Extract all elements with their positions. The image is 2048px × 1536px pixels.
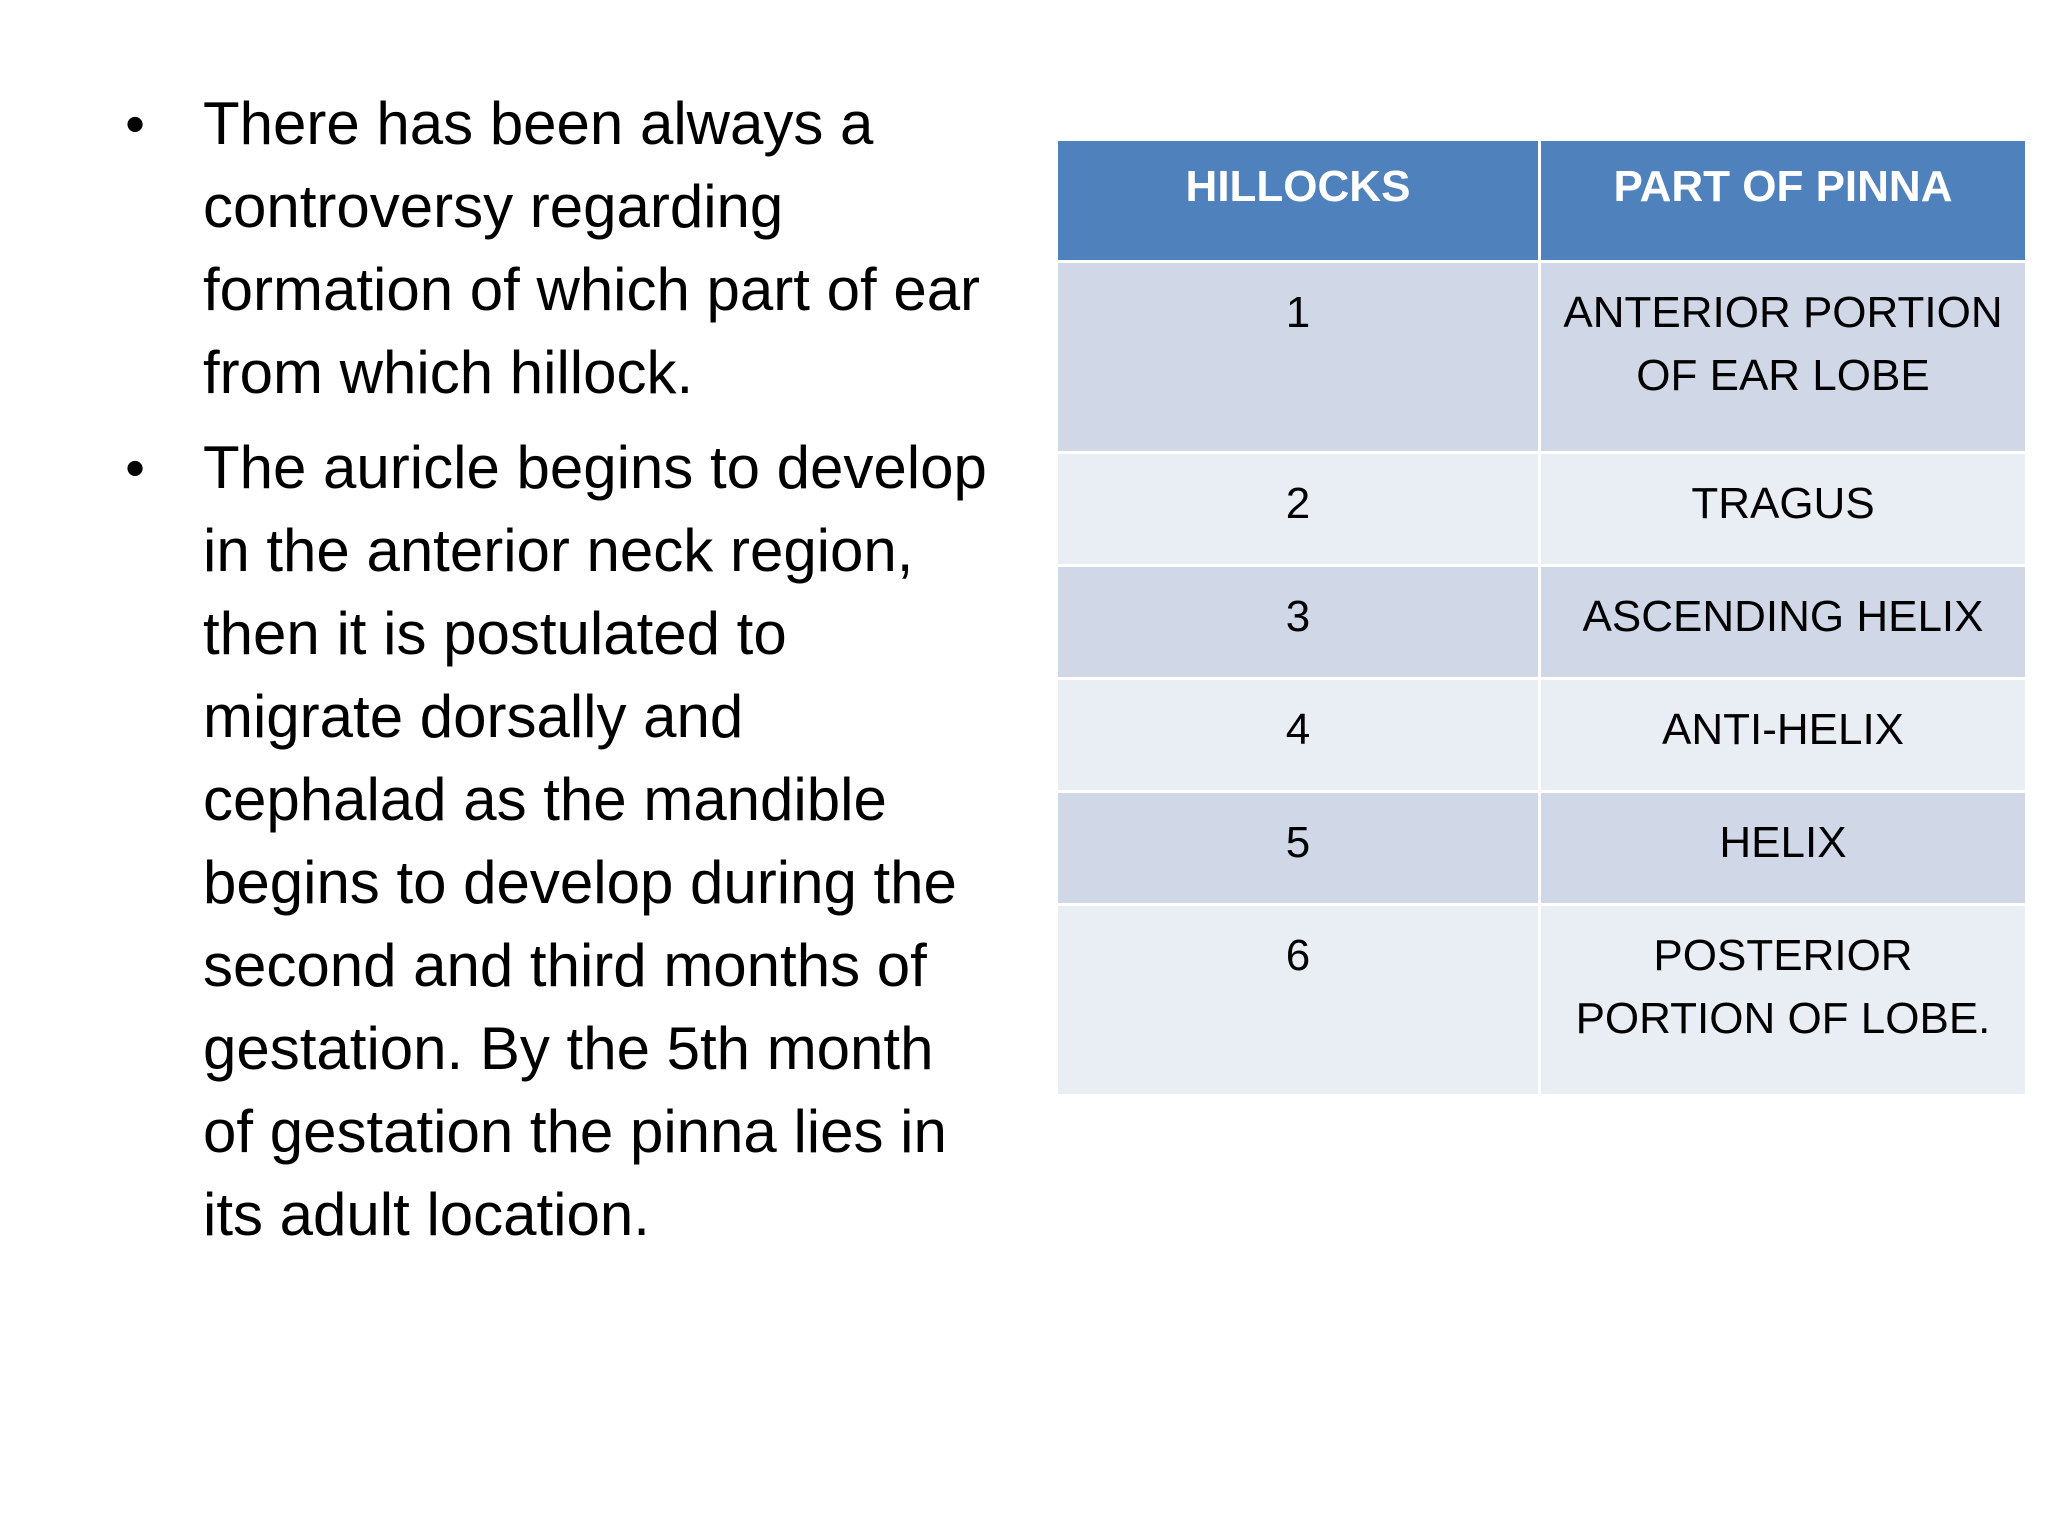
hillock-cell: 6 — [1057, 905, 1540, 1096]
table-row — [1057, 905, 2027, 1096]
part-cell: TRAGUS — [1540, 453, 2027, 566]
table-row — [1057, 679, 2027, 792]
bullet-item — [120, 426, 1000, 1256]
bullet-marker: • — [125, 92, 145, 155]
table-row — [1057, 453, 2027, 566]
hillock-cell: 4 — [1057, 679, 1540, 792]
hillocks-table-container — [1055, 138, 2025, 1097]
table-row — [1057, 566, 2027, 679]
table-row — [1057, 262, 2027, 453]
hillock-cell: 3 — [1057, 566, 1540, 679]
bullet-text: There has been always a controversy regarding formation of which part of ear from which hillock. — [203, 90, 981, 406]
hillock-cell: 1 — [1057, 262, 1540, 453]
bullet-marker: • — [125, 436, 145, 499]
hillock-cell: 5 — [1057, 792, 1540, 905]
hillocks-table — [1055, 138, 2028, 1097]
bullet-list — [120, 82, 1000, 1268]
table-header-row — [1057, 140, 2027, 262]
part-cell: POSTERIOR PORTION OF LOBE. — [1540, 905, 2027, 1096]
table-row — [1057, 792, 2027, 905]
header-part-of-pinna: PART OF PINNA — [1540, 140, 2027, 262]
part-cell: ANTI-HELIX — [1540, 679, 2027, 792]
header-hillocks: HILLOCKS — [1057, 140, 1540, 262]
part-cell: ASCENDING HELIX — [1540, 566, 2027, 679]
part-cell: ANTERIOR PORTION OF EAR LOBE — [1540, 262, 2027, 453]
bullet-item — [120, 82, 1000, 414]
hillock-cell: 2 — [1057, 453, 1540, 566]
part-cell: HELIX — [1540, 792, 2027, 905]
bullet-text: The auricle begins to develop in the anterior neck region, then it is postulated to migrate dorsally and cephalad as the mandible begins to develop during the second and third months of gestation. By the 5th month of gestation the pinna lies in its adult location. — [203, 434, 987, 1248]
